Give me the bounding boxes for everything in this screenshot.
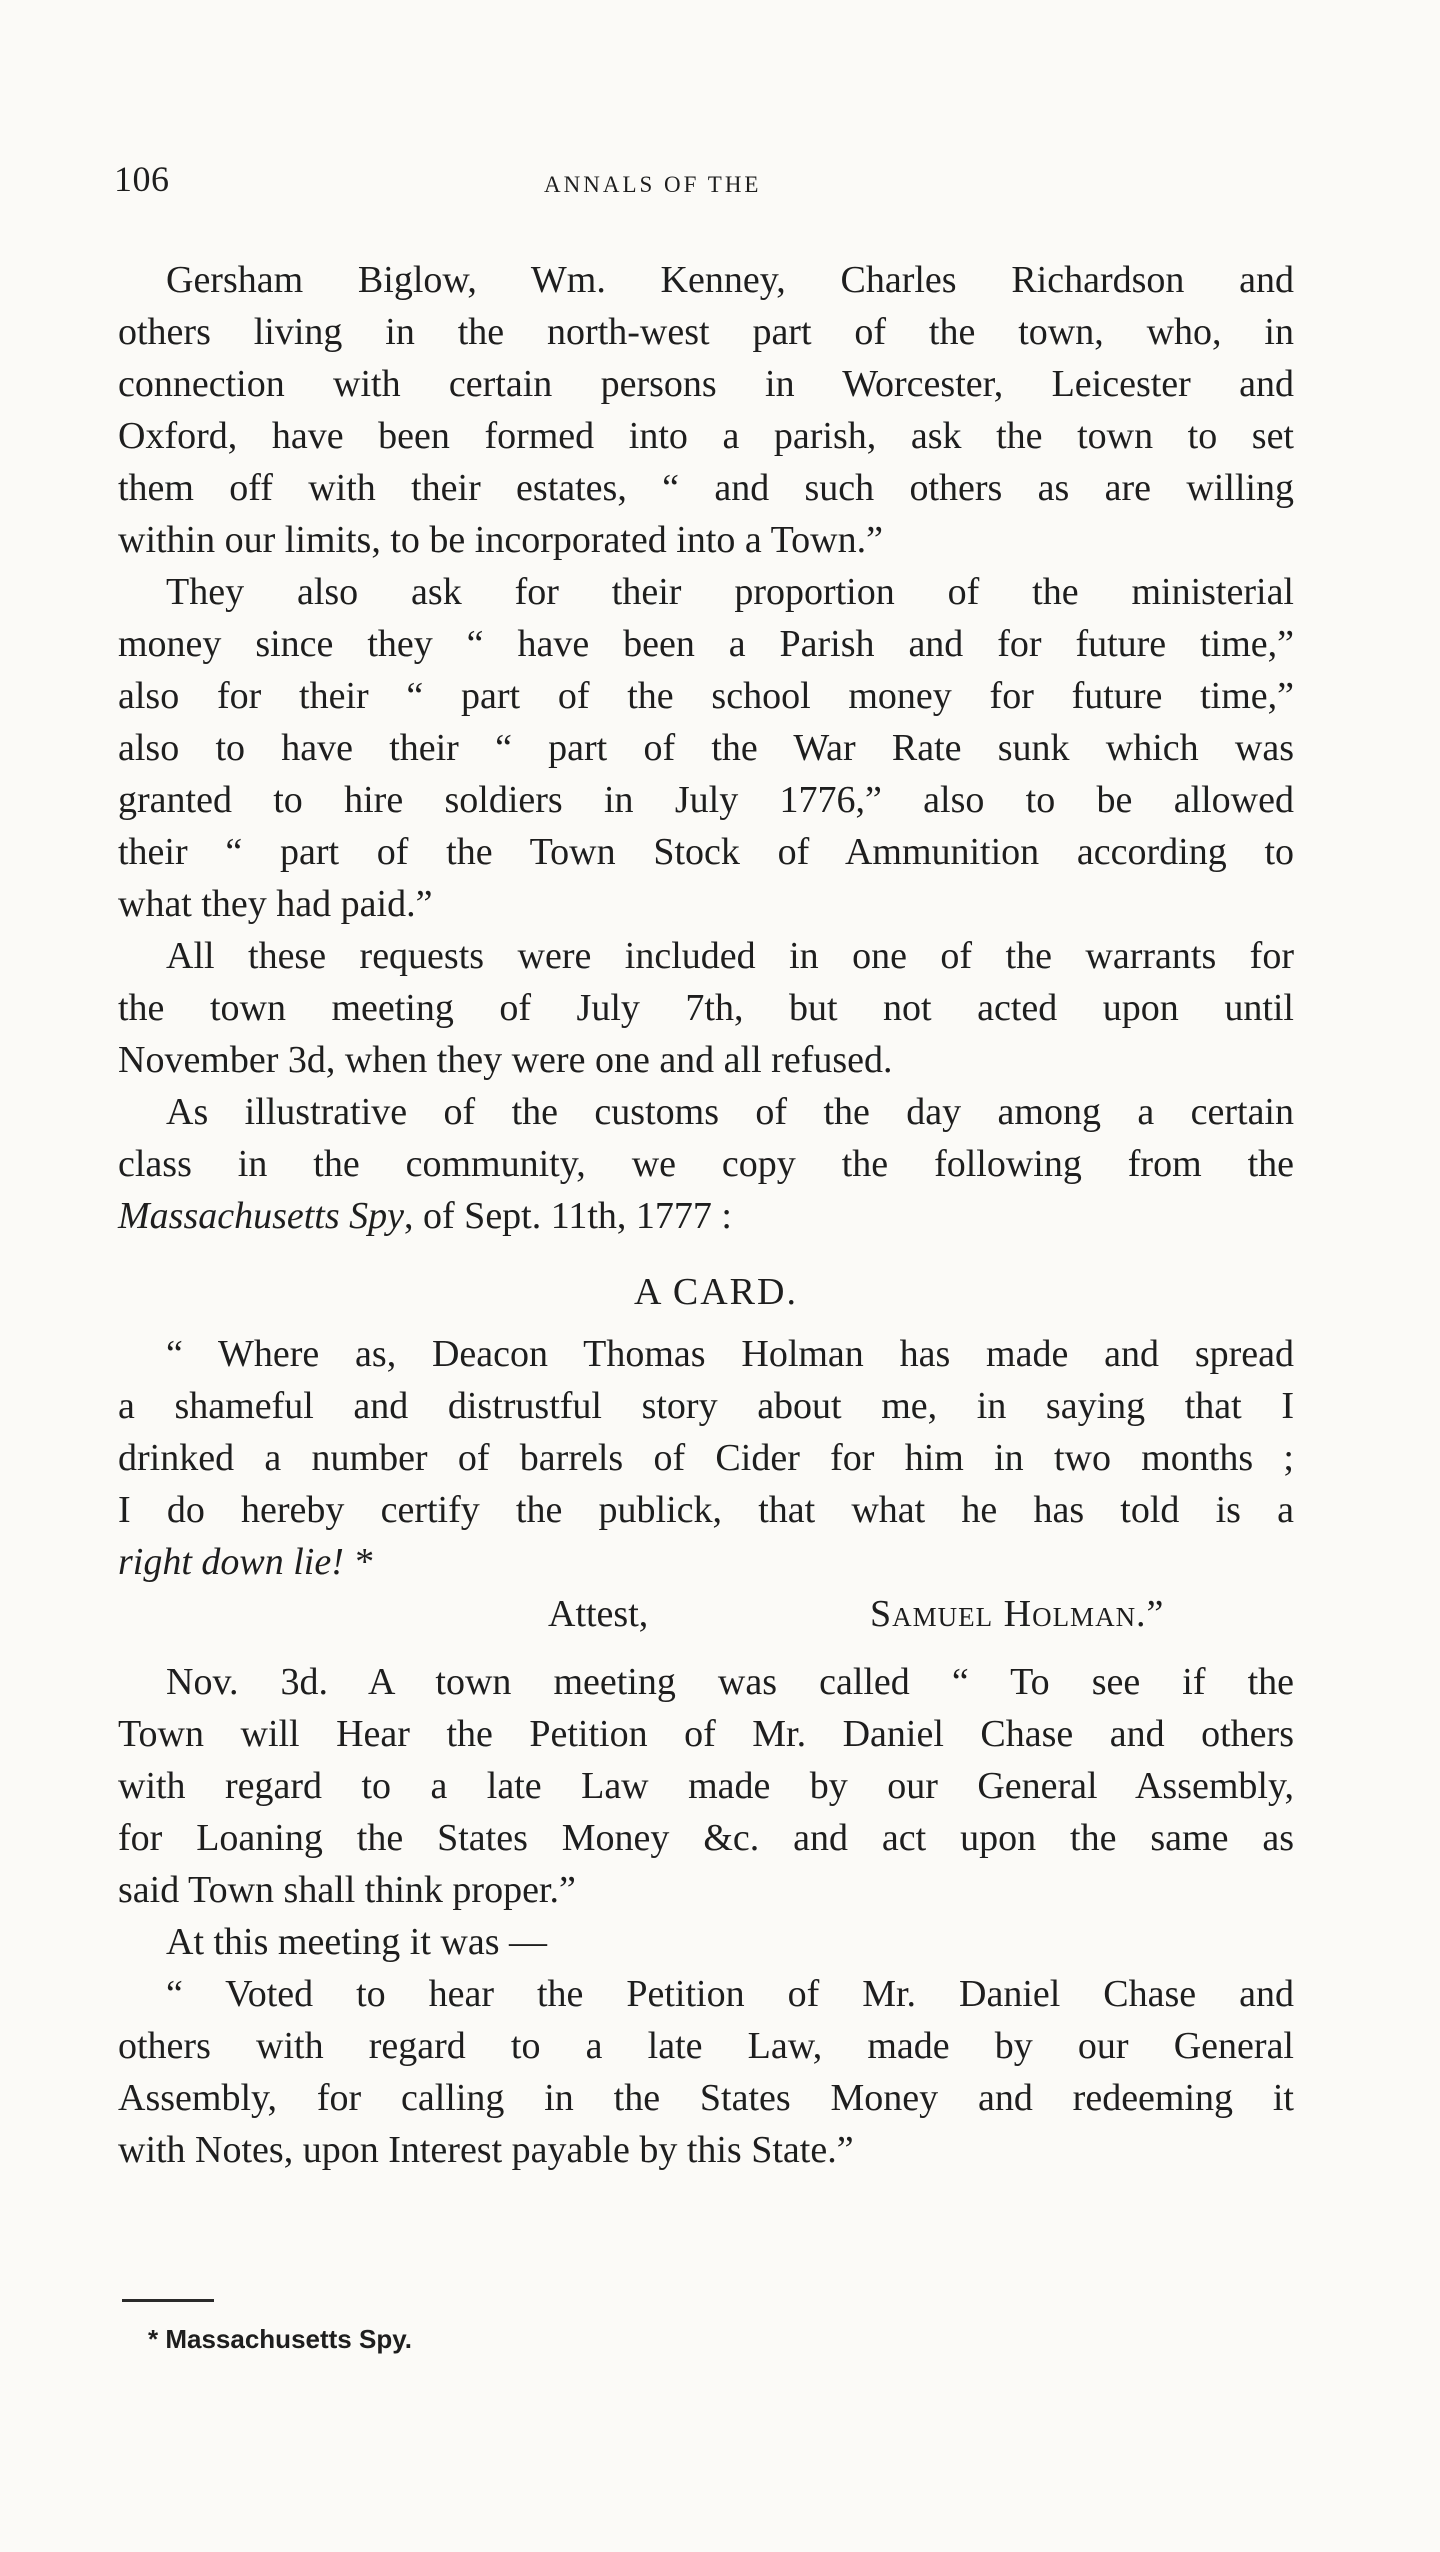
card-attestation bbox=[118, 1588, 1294, 1640]
paragraph-meeting-intro bbox=[118, 1916, 1294, 1968]
text-line: with regard to a late Law made by our General Assembly, bbox=[118, 1765, 1294, 1807]
text-line: At this meeting it was — bbox=[166, 1921, 548, 1963]
paragraph-customs bbox=[118, 1086, 1294, 1242]
text-line: As illustrative of the customs of the day among a certain bbox=[166, 1091, 1294, 1133]
text-line: They also ask for their proportion of the ministerial bbox=[166, 571, 1294, 613]
text-line: class in the community, we copy the following from the bbox=[118, 1143, 1294, 1185]
text-line: Gersham Biglow, Wm. Kenney, Charles Richardson and bbox=[166, 259, 1294, 301]
attest-label: Attest, bbox=[548, 1593, 649, 1635]
text-line: “ Voted to hear the Petition of Mr. Daniel Chase and bbox=[166, 1973, 1294, 2015]
paragraph-town-meeting bbox=[118, 1656, 1294, 1916]
paragraph-refused bbox=[118, 930, 1294, 1086]
text-line: November 3d, when they were one and all refused. bbox=[118, 1039, 893, 1081]
text-line: also for their “ part of the school money for future time,” bbox=[118, 675, 1294, 717]
text-line bbox=[118, 1190, 1294, 1242]
text-line: them off with their estates, “ and such others as are willing bbox=[118, 467, 1294, 509]
page-header bbox=[114, 158, 1294, 208]
text-line: granted to hire soldiers in July 1776,” also to be allowed bbox=[118, 779, 1294, 821]
text-line: All these requests were included in one of the warrants for bbox=[166, 935, 1294, 977]
paragraph-petition bbox=[118, 254, 1294, 566]
page-number: 106 bbox=[114, 159, 170, 199]
text-line: with Notes, upon Interest payable by this State.” bbox=[118, 2129, 854, 2171]
text-line: connection with certain persons in Worcester, Leicester and bbox=[118, 363, 1294, 405]
text-line: for Loaning the States Money &c. and act upon the same as bbox=[118, 1817, 1294, 1859]
text-line: drinked a number of barrels of Cider for him in two months ; bbox=[118, 1437, 1294, 1479]
text-line: Oxford, have been formed into a parish, ask the town to set bbox=[118, 415, 1294, 457]
paragraph-vote bbox=[118, 1968, 1294, 2176]
newspaper-title: Massachusetts Spy bbox=[118, 1195, 405, 1237]
text-line-italic: right down lie! * bbox=[118, 1541, 373, 1583]
card-heading: A CARD. bbox=[634, 1271, 798, 1313]
page-body bbox=[118, 254, 1294, 2176]
text-line: said Town shall think proper.” bbox=[118, 1869, 576, 1911]
newspaper-date: , of Sept. 11th, 1777 : bbox=[404, 1195, 732, 1237]
text-line: also to have their “ part of the War Rate sunk which was bbox=[118, 727, 1294, 769]
text-line: Nov. 3d. A town meeting was called “ To see if the bbox=[166, 1661, 1294, 1703]
running-head: ANNALS OF THE bbox=[544, 172, 762, 197]
text-line: what they had paid.” bbox=[118, 883, 433, 925]
spacer bbox=[118, 1640, 1294, 1656]
text-line: their “ part of the Town Stock of Ammunition according to bbox=[118, 831, 1294, 873]
attest-signer: Samuel Holman.” bbox=[870, 1593, 1165, 1635]
text-line: a shameful and distrustful story about me, in saying that I bbox=[118, 1385, 1294, 1427]
text-line: others living in the north-west part of the town, who, in bbox=[118, 311, 1294, 353]
text-line: the town meeting of July 7th, but not acted upon until bbox=[118, 987, 1294, 1029]
footnote-rule bbox=[122, 2299, 214, 2302]
card-text bbox=[118, 1328, 1294, 1640]
text-line: money since they “ have been a Parish and for future time,” bbox=[118, 623, 1294, 665]
text-line: “ Where as, Deacon Thomas Holman has made and spread bbox=[166, 1333, 1294, 1375]
paragraph-requests bbox=[118, 566, 1294, 930]
text-line: Assembly, for calling in the States Money and redeeming it bbox=[118, 2077, 1294, 2119]
text-line: others with regard to a late Law, made by our General bbox=[118, 2025, 1294, 2067]
footnote: * Massachusetts Spy. bbox=[148, 2324, 412, 2354]
text-line: I do hereby certify the publick, that what he has told is a bbox=[118, 1489, 1294, 1531]
text-line: within our limits, to be incorporated into a Town.” bbox=[118, 519, 883, 561]
text-line: Town will Hear the Petition of Mr. Daniel Chase and others bbox=[118, 1713, 1294, 1755]
